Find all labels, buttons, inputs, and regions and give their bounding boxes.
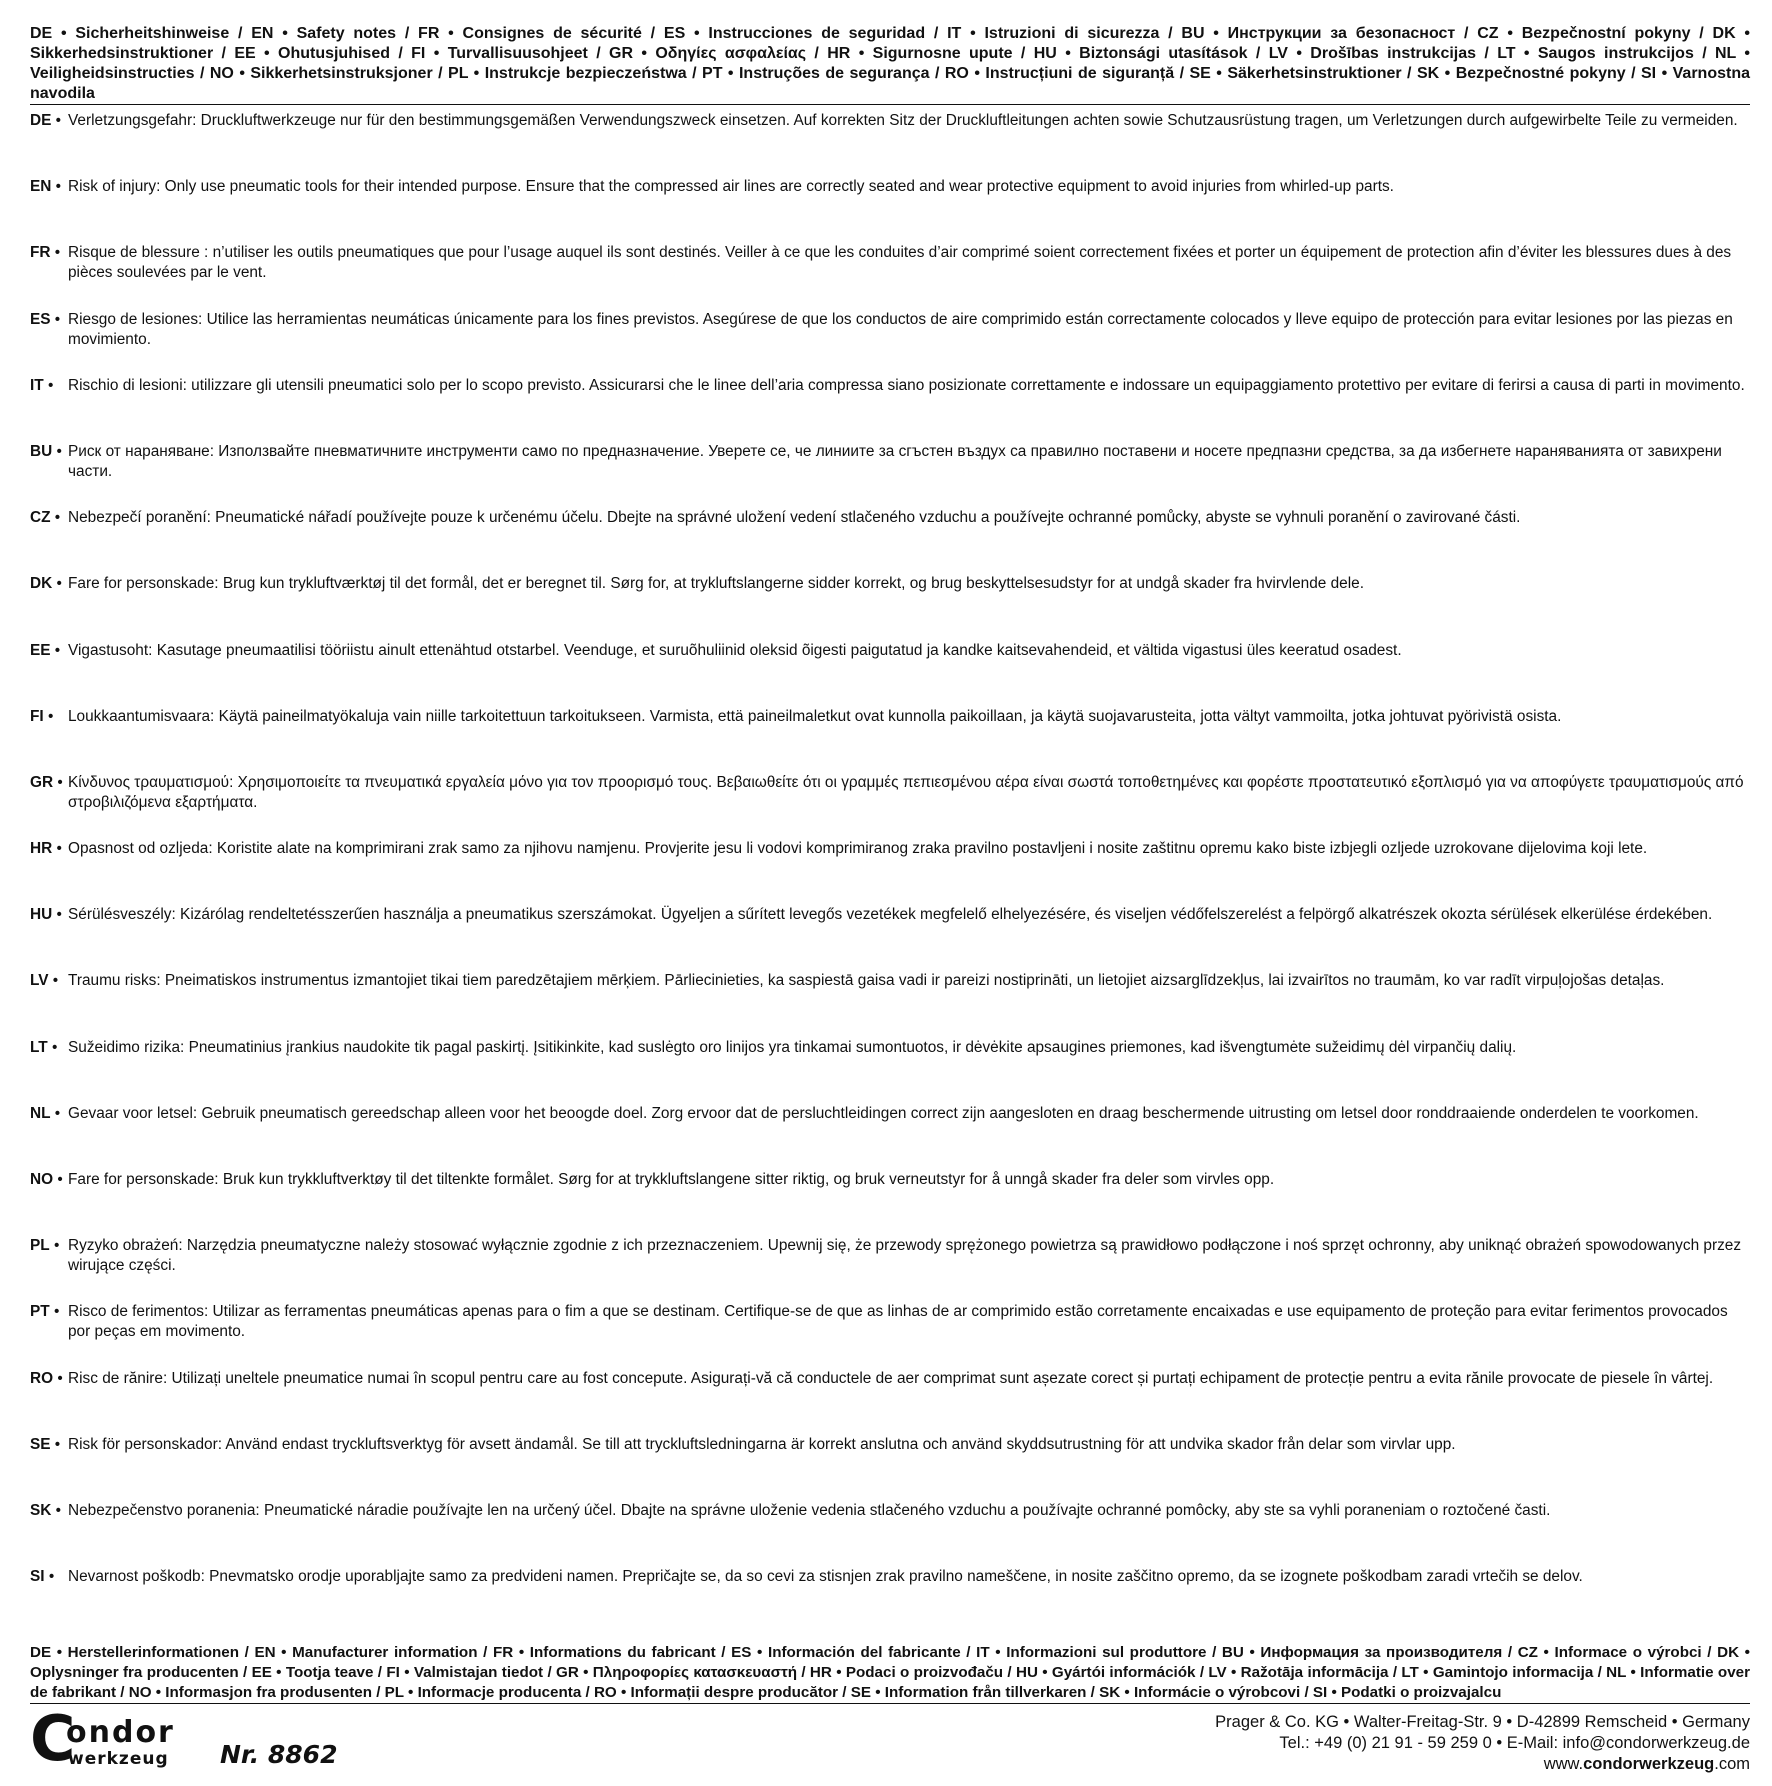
bullet-separator: • <box>44 1568 55 1586</box>
website-link[interactable] <box>1215 1754 1750 1775</box>
bullet-separator: • <box>50 1435 61 1453</box>
bullet-separator: • <box>52 840 62 858</box>
safety-note-text: Verletzungsgefahr: Druckluftwerkzeuge nur für den bestimmungsgemäßen Verwendungszweck einsetzen. Auf korrekten Sitz der Druckluftleitungen achten sowie Schutzausrüstung tragen, um Verletzungen durch aufgewirbelte Teile zu vermeiden. <box>68 112 1738 129</box>
safety-note-it <box>30 376 1750 442</box>
bullet-separator: • <box>43 376 54 394</box>
language-code-label: HR <box>30 840 53 858</box>
bullet-separator: • <box>47 1038 58 1056</box>
safety-note-ro <box>30 1369 1750 1435</box>
language-code-label: PL <box>30 1237 50 1255</box>
language-code-label: CZ <box>30 509 51 527</box>
safety-note-text: Riesgo de lesiones: Utilice las herramientas neumáticas únicamente para los fines previstos. Asegúrese de que los conductos de aire comprimido están correctamente colocados y lleve equipo de protección para evitar lesiones por las piezas en movimiento. <box>68 310 1733 348</box>
safety-note-text: Risk of injury: Only use pneumatic tools for their intended purpose. Ensure that the compressed air lines are correctly seated and wear protective equipment to avoid injuries from whirled-up parts. <box>68 178 1394 196</box>
language-code-label: SE <box>30 1435 51 1453</box>
safety-note-text: Nevarnost poškodb: Pnevmatsko orodje uporabljajte samo za predvideni namen. Prepričajte se, da so cevi za stisnjen zrak pravilno nameščene, in nosite zaščitno opremo, da se izognete poškodbam zaradi vrtečih se delov. <box>68 1568 1583 1586</box>
logo-letter-c: C <box>30 1702 74 1776</box>
safety-note-text: Risk för personskador: Använd endast tryckluftsverktyg för avsett ändamål. Se till att tryckluftsledningarna är korrekt anslutna och använd skyddsutrustning för att undvika skador från delar som virvlar upp. <box>68 1435 1456 1453</box>
safety-note-text: Opasnost od ozljeda: Koristite alate na komprimirani zrak samo za njihovu namjenu. Provjerite jesu li vodovi komprimiranog zraka pravilno postavljeni i nosite zaštitnu opremu kako biste izbjegli ozljede uzrokovane dijelovima koji lete. <box>68 840 1648 858</box>
bullet-separator: • <box>50 1104 61 1122</box>
safety-note-ee <box>30 641 1750 707</box>
safety-note-de <box>30 111 1750 177</box>
safety-note-pl <box>30 1236 1750 1302</box>
language-code-label: ES <box>30 310 51 328</box>
language-code <box>30 111 68 177</box>
bullet-separator: • <box>53 1369 63 1387</box>
safety-note-nl <box>30 1104 1750 1170</box>
safety-note-text: Sužeidimo rizika: Pneumatinius įrankius naudokite tik pagal paskirtį. Įsitikinkite, kad suslėgto oro linijos yra tinkamai sumontuotos, ir dėvėkite apsaugines priemones, kad išvengtumėte sužeidimų dėl virpančių dalių. <box>68 1038 1517 1056</box>
heading-divider <box>30 104 1750 105</box>
document-page <box>30 24 1750 1776</box>
language-code-label: FI <box>30 707 44 725</box>
safety-note-text: Sérülésveszély: Kizárólag rendeltetésszerűen használja a pneumatikus szerszámokat. Ügyeljen a sűrített levegős vezetékek megfelelő elhelyezésére, és viseljen védőfelszerelést a felpörgő alkatrészek okozta sérülések elkerülése érdekében. <box>68 906 1713 924</box>
bullet-separator: • <box>51 178 62 196</box>
safety-note-text: Nebezpečí poranění: Pneumatické nářadí používejte pouze k určenému účelu. Dbejte na správné uložení vedení stlačeného vzduchu a používejte ochranné pomůcky, abyste se vyhnuli poranění o zavirované části. <box>68 509 1521 527</box>
safety-note-text: Risco de ferimentos: Utilizar as ferramentas pneumáticas apenas para o fim a que se destinam. Certifique-se de que as linhas de ar comprimido estão corretamente encaixadas e use equipamento de proteção para evitar ferimentos provocados por peças em movimento. <box>68 1303 1728 1341</box>
safety-note-dk <box>30 574 1750 640</box>
language-code <box>30 1369 68 1435</box>
language-code <box>30 1038 68 1104</box>
language-code-label: PT <box>30 1303 50 1321</box>
safety-note-lt <box>30 1038 1750 1104</box>
language-code-label: EE <box>30 641 51 659</box>
language-code-label: DK <box>30 575 53 593</box>
language-code-label: DE <box>30 112 52 129</box>
safety-note-fi <box>30 707 1750 773</box>
language-code-label: SI <box>30 1568 45 1586</box>
language-code <box>30 1236 68 1302</box>
safety-note-es <box>30 310 1750 376</box>
safety-note-text: Fare for personskade: Bruk kun trykkluftverktøy til det tiltenkte formålet. Sørg for at trykkluftslangene sitter riktig, og bruk verneutstyr for å unngå skader fra deler som virvles opp. <box>68 1171 1275 1188</box>
model-number: Nr. 8862 <box>220 1740 338 1770</box>
language-code-label: IT <box>30 376 44 394</box>
language-code-label: HU <box>30 906 53 924</box>
bullet-separator: • <box>51 112 62 129</box>
bullet-separator: • <box>51 1501 62 1519</box>
language-code <box>30 641 68 707</box>
language-code <box>30 839 68 905</box>
logo-word-ondor: ondor <box>66 1715 175 1751</box>
bullet-separator: • <box>50 509 61 527</box>
safety-note-se <box>30 1435 1750 1501</box>
manufacturer-contact <box>1215 1712 1750 1775</box>
bullet-separator: • <box>49 1303 60 1321</box>
safety-note-text: Rischio di lesioni: utilizzare gli utensili pneumatici solo per lo scopo previsto. Assicurarsi che le linee dell’aria compressa siano posizionate correttamente e indossare un equipaggiamento protettivo per evitare di ferirsi a causa di parti in movimento. <box>68 376 1745 394</box>
safety-note-text: Loukkaantumisvaara: Käytä paineilmatyökaluja vain niille tarkoitettuun tarkoitukseen. Varmista, että paineilmaletkut ovat kunnolla paikoillaan, ja käytä suojavarusteita, jotta vältyt vammoilta, jotka johtuvat pyörivistä osista. <box>68 707 1562 725</box>
safety-note-text: Risc de rănire: Utilizați uneltele pneumatice numai în scopul pentru care au fost concepute. Asigurați-vă că conductele de aer comprimat sunt așezate corect și purtați echipament de protecție pentru a evita rănile provocate de piesele în vârtej. <box>68 1369 1714 1387</box>
language-code <box>30 574 68 640</box>
website-domain: condorwerkzeug <box>1583 1755 1715 1774</box>
safety-note-no <box>30 1170 1750 1236</box>
condor-logo <box>30 1702 200 1776</box>
safety-note-hu <box>30 905 1750 971</box>
safety-note-text: Nebezpečenstvo poranenia: Pneumatické náradie používajte len na určený účel. Dbajte na správne uloženie vedenia stlačeného vzduchu a používajte ochranné pomôcky, aby ste sa vyhli poraneniam o roztočené časti. <box>68 1501 1551 1519</box>
language-code <box>30 707 68 773</box>
language-code-label: FR <box>30 244 51 262</box>
safety-note-sk <box>30 1501 1750 1567</box>
website-suffix: .com <box>1714 1755 1750 1774</box>
safety-note-text: Gevaar voor letsel: Gebruik pneumatisch gereedschap alleen voor het beoogde doel. Zorg ervoor dat de persluchtleidingen correct zijn aangesloten en draag beschermende uitrusting om letsel door ronddraaiende onderdelen te voorkomen. <box>68 1104 1699 1122</box>
bullet-separator: • <box>43 707 54 725</box>
language-code-label: LV <box>30 972 49 990</box>
safety-note-text: Traumu risks: Pneimatiskos instrumentus izmantojiet tikai tiem paredzētajiem mērķiem. Pārliecinieties, ka saspiestā gaisa vadi ir pareizi nostiprināti, un lietojiet aizsarglīdzekļus, lai izvairītos no traumām, ko var radīt virpuļojošas detaļas. <box>68 972 1665 990</box>
language-code-label: RO <box>30 1369 54 1387</box>
bullet-separator: • <box>48 972 59 990</box>
bullet-separator: • <box>50 310 61 328</box>
language-code-label: SK <box>30 1501 52 1519</box>
website-prefix: www. <box>1543 1755 1584 1774</box>
language-code-label: GR <box>30 773 54 791</box>
bullet-separator: • <box>53 773 63 791</box>
safety-note-fr <box>30 243 1750 309</box>
safety-note-pt <box>30 1302 1750 1368</box>
contact-line: Tel.: +49 (0) 21 91 - 59 259 0 • E-Mail: info@condorwerkzeug.de <box>1279 1734 1750 1753</box>
manufacturer-info-heading: DE • Herstellerinformationen / EN • Manufacturer information / FR • Informations du fabricant / ES • Información del fabricante / IT • Informazioni sul produttore / BU • Информация за производителя / CZ • Informace o výrobci / DK • Oplysninger fra producenten / EE • Tootja teave / FI • Valmistajan tiedot / GR • Πληροφορίες κατασκευαστή / HR • Podaci o proizvođaču / HU • Gyártói információk / LV • Ražotāja informācija / LT • Gamintojo informacija / NL • Informatie over de fabrikant / NO • Informasjon fra produsenten / PL • Informacje producenta / RO • Informații despre producător / SE • Information från tillverkaren / SK • Informácie o výrobcovi / SI • Podatki o proizvajalcu <box>30 1644 1750 1702</box>
safety-notes-heading: DE • Sicherheitshinweise / EN • Safety notes / FR • Consignes de sécurité / ES • Instrucciones de seguridad / IT • Istruzioni di sicurezza / BU • Инструкции за безопасност / CZ • Bezpečnostní pokyny / DK • Sikkerhedsinstruktioner / EE • Ohutusjuhised / FI • Turvallisuusohjeet / GR • Οδηγίες ασφαλείας / HR • Sigurnosne upute / HU • Biztonsági utasítások / LV • Drošības instrukcijas / LT • Saugos instrukcijos / NL • Veiligheidsinstructies / NO • Sikkerhetsinstruksjoner / PL • Instrukcje bezpieczeństwa / PT • Instruções de segurança / RO • Instrucțiuni de siguranță / SE • Säkerhetsinstruktioner / SK • Bezpečnostné pokyny / SI • Varnostna navodila <box>30 25 1750 102</box>
language-code <box>30 971 68 1037</box>
language-code <box>30 1435 68 1501</box>
bullet-separator: • <box>53 1171 63 1188</box>
language-code <box>30 1567 68 1633</box>
safety-note-text: Ryzyko obrażeń: Narzędzia pneumatyczne należy stosować wyłącznie zgodnie z ich przeznaczeniem. Upewnij się, że przewody sprężonego powietrza są prawidłowo podłączone i noś sprzęt ochronny, aby uniknąć obrażeń spowodowanych przez wirujące części. <box>68 1237 1742 1275</box>
language-code <box>30 773 68 839</box>
language-code-label: NL <box>30 1104 51 1122</box>
language-code-label: NO <box>30 1171 54 1188</box>
bullet-separator: • <box>50 244 61 262</box>
language-code <box>30 1302 68 1368</box>
language-code <box>30 1501 68 1567</box>
language-code-label: LT <box>30 1038 48 1056</box>
logo-word-werkzeug: werkzeug <box>68 1749 169 1770</box>
language-code <box>30 1170 68 1236</box>
safety-note-si <box>30 1567 1750 1633</box>
safety-note-gr <box>30 773 1750 839</box>
language-code <box>30 508 68 574</box>
safety-note-cz <box>30 508 1750 574</box>
safety-note-lv <box>30 971 1750 1037</box>
bullet-separator: • <box>52 442 62 460</box>
safety-note-bu <box>30 442 1750 508</box>
language-code <box>30 243 68 309</box>
safety-note-text: Risque de blessure : n’utiliser les outils pneumatiques que pour l’usage auquel ils sont destinés. Veiller à ce que les conduites d’air comprimé soient correctement fixées et porter un équipement de protection afin d’éviter les blessures dues à des pièces soulevées par le vent. <box>68 244 1732 282</box>
language-code <box>30 905 68 971</box>
language-code <box>30 376 68 442</box>
language-code <box>30 310 68 376</box>
bullet-separator: • <box>49 1237 60 1255</box>
safety-note-text: Риск от нараняване: Използвайте пневматичните инструменти само по предназначение. Уверете се, че линиите за сгъстен въздух са правилно поставени и носете предпазни средства, за да избегнете нараняванията от завихрени части. <box>68 442 1722 480</box>
bullet-separator: • <box>50 641 61 659</box>
address-line: Prager & Co. KG • Walter-Freitag-Str. 9 • D-42899 Remscheid • Germany <box>1215 1713 1750 1732</box>
bullet-separator: • <box>52 906 62 924</box>
footer-divider <box>30 1703 1750 1704</box>
language-code <box>30 177 68 243</box>
safety-note-text: Κίνδυνος τραυματισμού: Χρησιμοποιείτε τα πνευματικά εργαλεία μόνο για τον προορισμό τους. Βεβαιωθείτε ότι οι γραμμές πεπιεσμένου αέρα είναι σωστά τοποθετημένες και φορέστε προστατευτικό εξοπλισμό για να αποφύγετε τραυματισμούς από στροβιλιζόμενα εξαρτήματα. <box>68 773 1744 811</box>
language-code <box>30 442 68 508</box>
safety-note-text: Vigastusoht: Kasutage pneumaatilisi tööriistu ainult ettenähtud otstarbel. Veenduge, et suruõhuliinid oleksid õigesti paigutatud ja kandke kaitsevahendeid, et vältida vigastusi üles keeratud osadest. <box>68 641 1402 659</box>
bullet-separator: • <box>52 575 62 593</box>
safety-note-en <box>30 177 1750 243</box>
safety-note-hr <box>30 839 1750 905</box>
language-code-label: BU <box>30 442 53 460</box>
safety-notes-list <box>30 111 1750 1633</box>
language-code <box>30 1104 68 1170</box>
safety-note-text: Fare for personskade: Brug kun trykluftværktøj til det formål, det er beregnet til. Sørg for, at trykluftslangerne sidder korrekt, og brug beskyttelsesudstyr for at undgå skader fra hvirvlende dele. <box>68 575 1364 593</box>
language-code-label: EN <box>30 178 52 196</box>
footer <box>30 1702 1750 1786</box>
